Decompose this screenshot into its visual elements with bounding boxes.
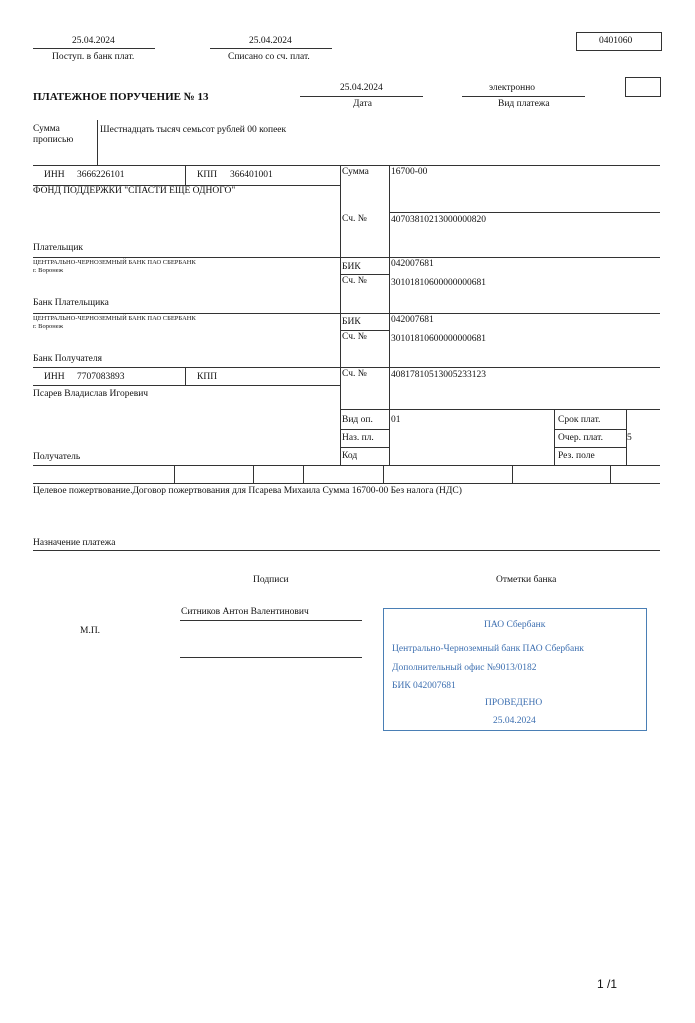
payer-name: ФОНД ПОДДЕРЖКИ "СПАСТИ ЕЩЕ ОДНОГО" <box>33 186 236 196</box>
vid-op-value: 01 <box>391 415 401 425</box>
srok-plat-label: Срок плат. <box>558 415 601 425</box>
payment-type-label: Вид платежа <box>498 99 550 109</box>
bank-stamp <box>383 608 647 731</box>
payee-bank-account-label: Сч. № <box>342 332 367 342</box>
document-title: ПЛАТЕЖНОЕ ПОРУЧЕНИЕ № 13 <box>33 91 209 103</box>
stamp-branch: Центрально-Черноземный банк ПАО Сбербанк <box>392 644 584 654</box>
small-code-box <box>625 77 661 97</box>
payer-kpp: 366401001 <box>230 170 273 180</box>
payee-bank-name: ЦЕНТРАЛЬНО-ЧЕРНОЗЕМНЫЙ БАНК ПАО СБЕРБАНК <box>33 315 196 322</box>
payer-bank-account: 30101810600000000681 <box>391 278 486 288</box>
payer-bank-bik-label: БИК <box>342 262 361 272</box>
payee-account-label: Сч. № <box>342 369 367 379</box>
amount-words: Шестнадцать тысяч семьсот рублей 00 копеек <box>100 125 287 135</box>
date-debited: 25.04.2024 <box>249 36 292 46</box>
form-code: 0401060 <box>599 36 633 46</box>
payee-bank-account: 30101810600000000681 <box>391 334 486 344</box>
payer-kpp-label: КПП <box>197 170 218 180</box>
kod-label: Код <box>342 451 358 461</box>
payee-bank-bik: 042007681 <box>391 315 434 325</box>
ocher-plat-value: 5 <box>627 433 632 443</box>
amount-words-label-1: Сумма <box>33 124 60 134</box>
payer-inn-label: ИНН <box>44 170 65 180</box>
rez-pole-label: Рез. поле <box>558 451 595 461</box>
payee-name: Псарев Владислав Игоревич <box>33 389 149 399</box>
stamp-date: 25.04.2024 <box>493 716 536 726</box>
payer-bank-label: Банк Плательщика <box>33 298 109 308</box>
date-received: 25.04.2024 <box>72 36 115 46</box>
payer-bank-name: ЦЕНТРАЛЬНО-ЧЕРНОЗЕМНЫЙ БАНК ПАО СБЕРБАНК <box>33 259 196 266</box>
payer-inn: 3666226101 <box>77 170 125 180</box>
amount-words-label-2: прописью <box>33 135 74 145</box>
payer-account: 40703810213000000820 <box>391 215 486 225</box>
form-code-box <box>576 32 662 51</box>
payee-bank-label: Банк Получателя <box>33 354 102 364</box>
document-date: 25.04.2024 <box>340 83 383 93</box>
stamp-bank: ПАО Сбербанк <box>484 620 546 630</box>
stamp-bik: БИК 042007681 <box>392 681 456 691</box>
date-debited-label: Списано со сч. плат. <box>228 52 310 62</box>
date-received-label: Поступ. в банк плат. <box>52 52 135 62</box>
payer-bank-city: г. Воронеж <box>33 267 64 274</box>
mp-label: М.П. <box>80 626 101 636</box>
sum-label: Сумма <box>342 167 369 177</box>
stamp-office: Дополнительный офис №9013/0182 <box>392 663 537 673</box>
payee-inn-label: ИНН <box>44 372 65 382</box>
signatures-label: Подписи <box>253 575 289 585</box>
payee-kpp-label: КПП <box>197 372 218 382</box>
stamp-status: ПРОВЕДЕНО <box>485 698 543 708</box>
vid-op-label: Вид оп. <box>342 415 373 425</box>
bank-marks-label: Отметки банка <box>496 575 557 585</box>
payer-account-label: Сч. № <box>342 214 367 224</box>
ocher-plat-label: Очер. плат. <box>558 433 603 443</box>
payee-label: Получатель <box>33 452 81 462</box>
payment-purpose-label: Назначение платежа <box>33 538 116 548</box>
naz-pl-label: Наз. пл. <box>342 433 374 443</box>
payer-bank-account-label: Сч. № <box>342 276 367 286</box>
sum-value: 16700-00 <box>391 167 428 177</box>
signer-name: Ситников Антон Валентинович <box>181 607 309 617</box>
document-date-label: Дата <box>353 99 372 109</box>
payer-bank-bik: 042007681 <box>391 259 434 269</box>
page-number: 1 /1 <box>597 977 618 991</box>
payment-purpose: Целевое пожертвование.Договор пожертвования для Псарева Михаила Сумма 16700-00 Без налога (НДС) <box>33 486 462 496</box>
payee-account: 40817810513005233123 <box>391 370 486 380</box>
payee-inn: 7707083893 <box>77 372 125 382</box>
payer-label: Плательщик <box>33 243 84 253</box>
payee-bank-bik-label: БИК <box>342 317 361 327</box>
payee-bank-city: г. Воронеж <box>33 323 64 330</box>
payment-type: электронно <box>489 83 536 93</box>
